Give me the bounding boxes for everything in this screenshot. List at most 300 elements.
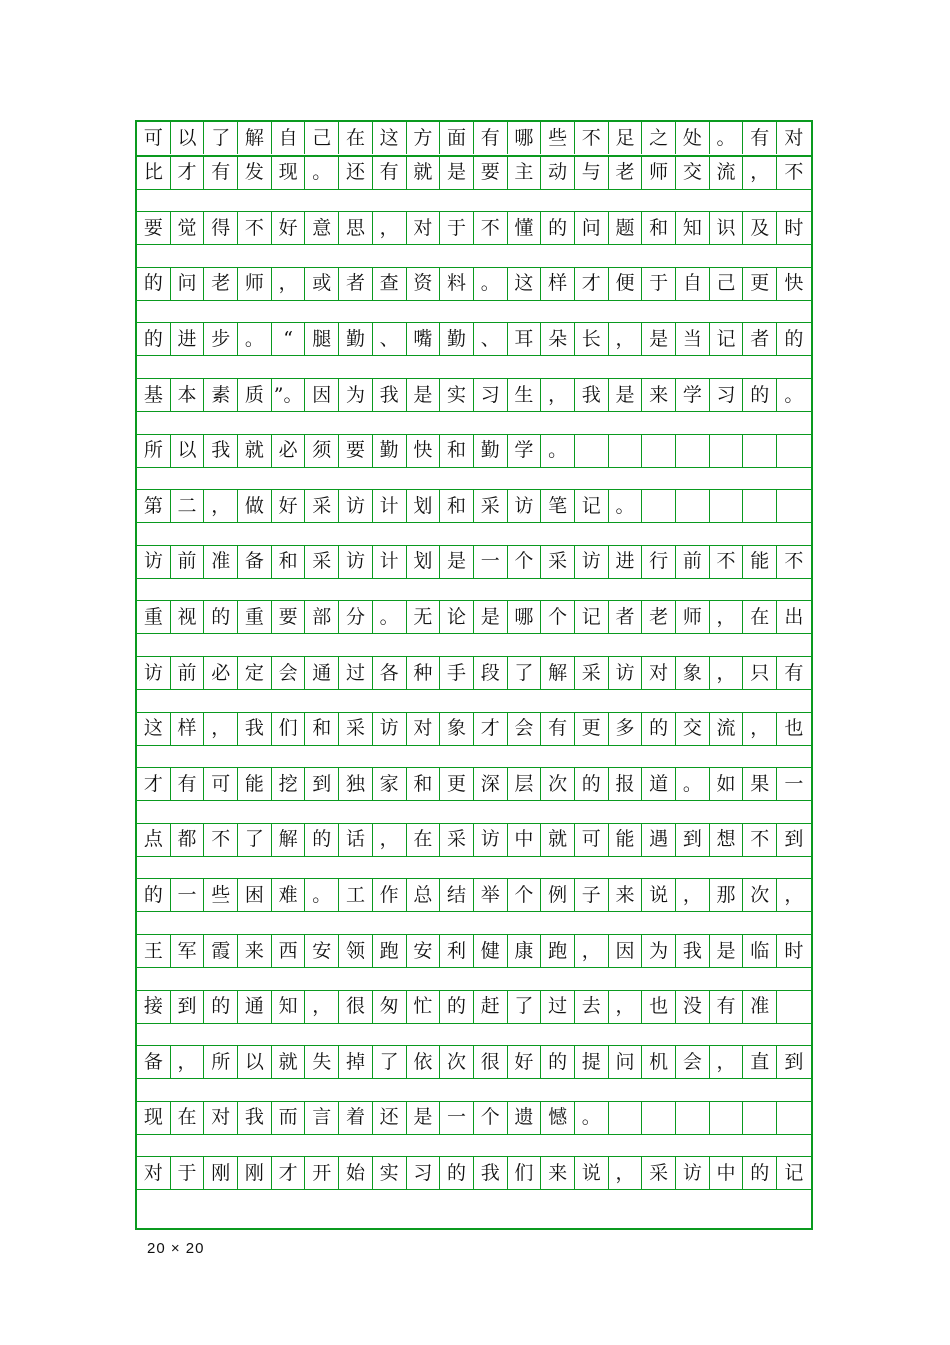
- grid-cell: 安: [305, 935, 339, 967]
- grid-cell: 想: [710, 824, 744, 856]
- grid-cell: 是: [642, 323, 676, 355]
- grid-cell: 笔: [541, 490, 575, 522]
- grid-cell: ，: [204, 490, 238, 522]
- manuscript-row: [137, 434, 811, 468]
- grid-cell: 家: [373, 768, 407, 800]
- grid-cell: 难: [272, 879, 306, 911]
- grid-cell: 前: [171, 546, 205, 578]
- grid-cell: ，: [710, 1046, 744, 1078]
- grid-cell: 分: [339, 601, 373, 633]
- manuscript-row: [137, 656, 811, 690]
- grid-cell: 知: [676, 212, 710, 244]
- grid-cell: 、: [373, 323, 407, 355]
- grid-cell: [710, 490, 744, 522]
- grid-cell: 那: [710, 879, 744, 911]
- grid-cell: 处: [676, 122, 710, 154]
- grid-cell: 独: [339, 768, 373, 800]
- grid-cell: 访: [474, 824, 508, 856]
- grid-cell: 。: [474, 268, 508, 300]
- grid-cell: 不: [743, 824, 777, 856]
- grid-cell: 过: [339, 657, 373, 689]
- grid-cell: 之: [642, 122, 676, 154]
- grid-cell: 要: [474, 157, 508, 189]
- grid-cell: 遇: [642, 824, 676, 856]
- grid-cell: 解: [541, 657, 575, 689]
- grid-cell: 快: [784, 272, 804, 295]
- grid-cell: 访: [137, 657, 171, 689]
- grid-cell: 在: [407, 824, 441, 856]
- grid-cell: 次: [440, 1046, 474, 1078]
- grid-cell: 会: [272, 657, 306, 689]
- grid-cell: 出: [784, 605, 804, 628]
- grid-cell: 跑: [541, 935, 575, 967]
- grid-cell: 也: [784, 717, 804, 740]
- grid-cell: 学: [676, 379, 710, 411]
- grid-cell: 到: [676, 824, 710, 856]
- grid-cell: 要: [272, 601, 306, 633]
- grid-cell: 到: [305, 768, 339, 800]
- grid-cell: 对: [204, 1102, 238, 1134]
- grid-cell: 才: [272, 1157, 306, 1189]
- grid-cell: 能: [238, 768, 272, 800]
- grid-cell: ，: [272, 268, 306, 300]
- grid-cell: 。: [575, 1102, 609, 1134]
- grid-cell: 到: [171, 991, 205, 1023]
- grid-cell: 面: [440, 122, 474, 154]
- grid-cell: 进: [609, 546, 643, 578]
- grid-cell: 记: [784, 1161, 804, 1184]
- grid-cell: 基: [137, 379, 171, 411]
- grid-cell: 可: [575, 824, 609, 856]
- grid-cell: 老: [609, 157, 643, 189]
- grid-cell: 学: [508, 435, 542, 467]
- grid-cell: 。: [238, 323, 272, 355]
- grid-cell: 所: [204, 1046, 238, 1078]
- grid-cell: 准: [204, 546, 238, 578]
- grid-cell: 定: [238, 657, 272, 689]
- grid-cell: 了: [508, 657, 542, 689]
- grid-cell: ，: [743, 713, 777, 745]
- grid-cell: 和: [407, 768, 441, 800]
- grid-cell: 是: [440, 546, 474, 578]
- grid-cell: 健: [474, 935, 508, 967]
- grid-cell: 的: [541, 212, 575, 244]
- grid-cell: 无: [407, 601, 441, 633]
- grid-cell: ”。: [272, 379, 306, 411]
- grid-cell: ，: [575, 935, 609, 967]
- grid-cell: 和: [440, 490, 474, 522]
- grid-cell: 赶: [474, 991, 508, 1023]
- grid-cell: 访: [609, 657, 643, 689]
- grid-cell: 耳: [508, 323, 542, 355]
- grid-cell: 通: [305, 657, 339, 689]
- grid-cell: 来: [238, 935, 272, 967]
- grid-cell: 哪: [508, 122, 542, 154]
- grid-cell: 生: [508, 379, 542, 411]
- grid-cell: 有: [171, 768, 205, 800]
- manuscript-row: [137, 122, 811, 156]
- grid-cell: 很: [339, 991, 373, 1023]
- grid-cell: 为: [339, 379, 373, 411]
- manuscript-row: [137, 767, 811, 801]
- grid-cell: 问: [171, 268, 205, 300]
- grid-cell: 如: [710, 768, 744, 800]
- grid-cell: 者: [743, 323, 777, 355]
- grid-cell: 流: [710, 713, 744, 745]
- manuscript-grid: [135, 120, 813, 1230]
- grid-cell: 不: [710, 546, 744, 578]
- grid-cell: 朵: [541, 323, 575, 355]
- grid-cell: 是: [407, 1102, 441, 1134]
- grid-cell: 动: [541, 157, 575, 189]
- grid-cell: 样: [541, 268, 575, 300]
- grid-cell: 果: [743, 768, 777, 800]
- grid-cell: 这: [137, 713, 171, 745]
- grid-cell: 种: [407, 657, 441, 689]
- grid-cell: 的: [137, 323, 171, 355]
- grid-cell: 做: [238, 490, 272, 522]
- grid-cell: 。: [541, 435, 575, 467]
- grid-cell: 前: [171, 657, 205, 689]
- grid-cell: 好: [508, 1046, 542, 1078]
- grid-cell: 机: [642, 1046, 676, 1078]
- grid-cell: 能: [743, 546, 777, 578]
- grid-cell: 不: [784, 550, 804, 573]
- grid-cell: 去: [575, 991, 609, 1023]
- grid-cell: 道: [642, 768, 676, 800]
- grid-cell: 二: [171, 490, 205, 522]
- grid-cell: 的: [440, 991, 474, 1023]
- grid-cell: 要: [339, 435, 373, 467]
- grid-cell: 的: [743, 379, 777, 411]
- grid-cell: 了: [204, 122, 238, 154]
- grid-cell: 很: [474, 1046, 508, 1078]
- grid-cell: 象: [676, 657, 710, 689]
- grid-cell: 来: [642, 379, 676, 411]
- grid-cell: 以: [171, 435, 205, 467]
- grid-cell: 就: [541, 824, 575, 856]
- grid-cell: 的: [204, 991, 238, 1023]
- grid-cell: 师: [676, 601, 710, 633]
- grid-cell: [777, 991, 811, 1023]
- grid-cell: [609, 1102, 643, 1134]
- grid-cell: [609, 435, 643, 467]
- grid-cell: 霞: [204, 935, 238, 967]
- grid-cell: [743, 490, 777, 522]
- grid-cell: ，: [609, 1157, 643, 1189]
- grid-cell: 的: [305, 824, 339, 856]
- grid-cell: 们: [508, 1157, 542, 1189]
- grid-cell: 、: [474, 323, 508, 355]
- grid-cell: 有: [204, 157, 238, 189]
- grid-cell: 质: [238, 379, 272, 411]
- grid-cell: 和: [440, 435, 474, 467]
- grid-cell: 依: [407, 1046, 441, 1078]
- grid-cell: 。: [784, 383, 804, 406]
- grid-cell: 。: [305, 157, 339, 189]
- grid-cell: [575, 435, 609, 467]
- grid-cell: 问: [575, 212, 609, 244]
- grid-cell: 始: [339, 1157, 373, 1189]
- grid-cell: 采: [305, 490, 339, 522]
- grid-cell: 就: [238, 435, 272, 467]
- grid-cell: 点: [137, 824, 171, 856]
- grid-cell: 我: [373, 379, 407, 411]
- grid-cell: ，: [710, 601, 744, 633]
- grid-cell: 习: [474, 379, 508, 411]
- grid-cell: 采: [541, 546, 575, 578]
- grid-cell: 了: [508, 991, 542, 1023]
- grid-cell: 有: [743, 122, 777, 154]
- grid-cell: 腿: [305, 323, 339, 355]
- grid-cell: 手: [440, 657, 474, 689]
- grid-cell: [642, 490, 676, 522]
- grid-cell: 王: [137, 935, 171, 967]
- grid-cell: 记: [575, 601, 609, 633]
- grid-cell: 与: [575, 157, 609, 189]
- grid-cell: 话: [339, 824, 373, 856]
- grid-cell: 更: [440, 768, 474, 800]
- grid-cell: ，: [204, 713, 238, 745]
- grid-cell: 更: [575, 713, 609, 745]
- grid-cell: 习: [407, 1157, 441, 1189]
- grid-cell: 刚: [204, 1157, 238, 1189]
- grid-cell: 勤: [373, 435, 407, 467]
- grid-cell: 一: [474, 546, 508, 578]
- grid-cell: 对: [407, 713, 441, 745]
- grid-cell: 我: [676, 935, 710, 967]
- grid-cell: ，: [541, 379, 575, 411]
- grid-cell: ，: [676, 879, 710, 911]
- grid-cell: 为: [642, 935, 676, 967]
- grid-cell: 或: [305, 268, 339, 300]
- grid-cell: 才: [171, 157, 205, 189]
- grid-cell: 通: [238, 991, 272, 1023]
- grid-cell: [777, 490, 811, 522]
- grid-cell: 些: [204, 879, 238, 911]
- grid-cell: 接: [137, 991, 171, 1023]
- manuscript-row: [137, 600, 811, 634]
- grid-cell: 访: [339, 490, 373, 522]
- grid-cell: 是: [407, 379, 441, 411]
- grid-cell: 的: [440, 1157, 474, 1189]
- grid-cell: 备: [137, 1046, 171, 1078]
- grid-cell: 次: [743, 879, 777, 911]
- grid-cell: ，: [743, 157, 777, 189]
- manuscript-row: [137, 1045, 811, 1079]
- grid-cell: [710, 435, 744, 467]
- grid-cell: 解: [238, 122, 272, 154]
- grid-cell: 交: [676, 713, 710, 745]
- grid-cell: [743, 435, 777, 467]
- grid-cell: 于: [171, 1157, 205, 1189]
- grid-cell: 备: [238, 546, 272, 578]
- grid-cell: 自: [676, 268, 710, 300]
- manuscript-row: [137, 990, 811, 1024]
- grid-cell: 到: [784, 1050, 804, 1073]
- grid-cell: 个: [474, 1102, 508, 1134]
- grid-cell: 有: [784, 661, 804, 684]
- grid-cell: ，: [305, 991, 339, 1023]
- grid-cell: 。: [305, 879, 339, 911]
- grid-cell: 部: [305, 601, 339, 633]
- grid-cell: 我: [575, 379, 609, 411]
- grid-cell: [676, 435, 710, 467]
- grid-cell: 个: [508, 546, 542, 578]
- grid-cell: [710, 1102, 744, 1134]
- grid-cell: 必: [204, 657, 238, 689]
- grid-cell: 例: [541, 879, 575, 911]
- grid-cell: 视: [171, 601, 205, 633]
- grid-cell: ，: [373, 824, 407, 856]
- grid-cell: 安: [407, 935, 441, 967]
- grid-cell: 一: [440, 1102, 474, 1134]
- grid-cell: ，: [710, 657, 744, 689]
- grid-cell: 访: [508, 490, 542, 522]
- grid-cell: 嘴: [407, 323, 441, 355]
- grid-cell: 开: [305, 1157, 339, 1189]
- grid-cell: 划: [407, 546, 441, 578]
- grid-cell: 个: [508, 879, 542, 911]
- grid-cell: 中: [508, 824, 542, 856]
- grid-cell: 比: [137, 157, 171, 189]
- grid-cell: 对: [407, 212, 441, 244]
- grid-cell: 的: [743, 1157, 777, 1189]
- grid-cell: 领: [339, 935, 373, 967]
- grid-cell: 是: [609, 379, 643, 411]
- grid-cell: 象: [440, 713, 474, 745]
- grid-cell: 就: [407, 157, 441, 189]
- grid-cell: 有: [474, 122, 508, 154]
- grid-cell: 现: [137, 1102, 171, 1134]
- grid-cell: 知: [272, 991, 306, 1023]
- grid-cell: 本: [171, 379, 205, 411]
- grid-cell: 。: [373, 601, 407, 633]
- grid-cell: 才: [137, 768, 171, 800]
- grid-cell: 便: [609, 268, 643, 300]
- grid-cell: 们: [272, 713, 306, 745]
- grid-cell: ，: [373, 212, 407, 244]
- grid-cell: 不: [474, 212, 508, 244]
- grid-cell: 实: [373, 1157, 407, 1189]
- manuscript-row: [137, 934, 811, 968]
- grid-cell: 来: [609, 879, 643, 911]
- grid-cell: 而: [272, 1102, 306, 1134]
- grid-cell: 段: [474, 657, 508, 689]
- grid-cell: 困: [238, 879, 272, 911]
- grid-cell: 以: [171, 122, 205, 154]
- grid-cell: 者: [609, 601, 643, 633]
- manuscript-row: [137, 156, 811, 190]
- grid-cell: 刚: [238, 1157, 272, 1189]
- grid-cell: 师: [642, 157, 676, 189]
- grid-cell: 准: [743, 991, 777, 1023]
- grid-cell: 我: [474, 1157, 508, 1189]
- grid-cell: 的: [137, 879, 171, 911]
- grid-cell: 结: [440, 879, 474, 911]
- grid-cell: 样: [171, 713, 205, 745]
- grid-cell: 是: [710, 935, 744, 967]
- grid-cell: 康: [508, 935, 542, 967]
- grid-cell: 不: [784, 161, 804, 184]
- manuscript-row: [137, 267, 811, 301]
- grid-cell: 必: [272, 435, 306, 467]
- manuscript-row: [137, 1101, 811, 1135]
- grid-cell: 思: [339, 212, 373, 244]
- grid-cell: 提: [575, 1046, 609, 1078]
- grid-cell: 了: [238, 824, 272, 856]
- grid-cell: 觉: [171, 212, 205, 244]
- grid-cell: 是: [474, 601, 508, 633]
- grid-cell: 访: [137, 546, 171, 578]
- grid-cell: 掉: [339, 1046, 373, 1078]
- manuscript-row: [137, 489, 811, 523]
- grid-cell: 子: [575, 879, 609, 911]
- grid-cell: 会: [676, 1046, 710, 1078]
- grid-cell: 对: [642, 657, 676, 689]
- grid-cell: [676, 490, 710, 522]
- grid-cell: 及: [743, 212, 777, 244]
- grid-cell: 发: [238, 157, 272, 189]
- grid-cell: 来: [541, 1157, 575, 1189]
- grid-cell: 各: [373, 657, 407, 689]
- grid-cell: 有: [710, 991, 744, 1023]
- grid-cell: 遗: [508, 1102, 542, 1134]
- manuscript-row: [137, 378, 811, 412]
- grid-cell: 资: [407, 268, 441, 300]
- manuscript-row: [137, 712, 811, 746]
- grid-cell: 实: [440, 379, 474, 411]
- grid-cell: 我: [238, 1102, 272, 1134]
- grid-cell: 于: [642, 268, 676, 300]
- grid-cell: 访: [339, 546, 373, 578]
- grid-cell: 才: [474, 713, 508, 745]
- grid-cell: 的: [204, 601, 238, 633]
- grid-cell: 的: [642, 713, 676, 745]
- grid-cell: 个: [541, 601, 575, 633]
- grid-cell: 可: [204, 768, 238, 800]
- grid-cell: 一: [784, 772, 804, 795]
- grid-cell: 临: [743, 935, 777, 967]
- grid-cell: 记: [710, 323, 744, 355]
- grid-cell: 访: [373, 713, 407, 745]
- grid-cell: 有: [541, 713, 575, 745]
- grid-cell: 题: [609, 212, 643, 244]
- grid-cell: 中: [710, 1157, 744, 1189]
- grid-cell: “: [272, 323, 306, 355]
- grid-cell: 采: [305, 546, 339, 578]
- grid-cell: 说: [575, 1157, 609, 1189]
- grid-cell: 识: [710, 212, 744, 244]
- grid-cell: 层: [508, 768, 542, 800]
- grid-cell: 对: [137, 1157, 171, 1189]
- grid-cell: 都: [171, 824, 205, 856]
- grid-cell: 当: [676, 323, 710, 355]
- grid-cell: 好: [272, 490, 306, 522]
- grid-cell: 访: [676, 1157, 710, 1189]
- grid-cell: 失: [305, 1046, 339, 1078]
- grid-cell: ，: [784, 883, 804, 906]
- grid-cell: 工: [339, 879, 373, 911]
- grid-cell: 了: [373, 1046, 407, 1078]
- grid-cell: 憾: [541, 1102, 575, 1134]
- grid-cell: [743, 1102, 777, 1134]
- grid-cell: 师: [238, 268, 272, 300]
- grid-cell: 。: [676, 768, 710, 800]
- grid-cell: 。: [710, 122, 744, 154]
- grid-cell: 和: [642, 212, 676, 244]
- grid-cell: 能: [609, 824, 643, 856]
